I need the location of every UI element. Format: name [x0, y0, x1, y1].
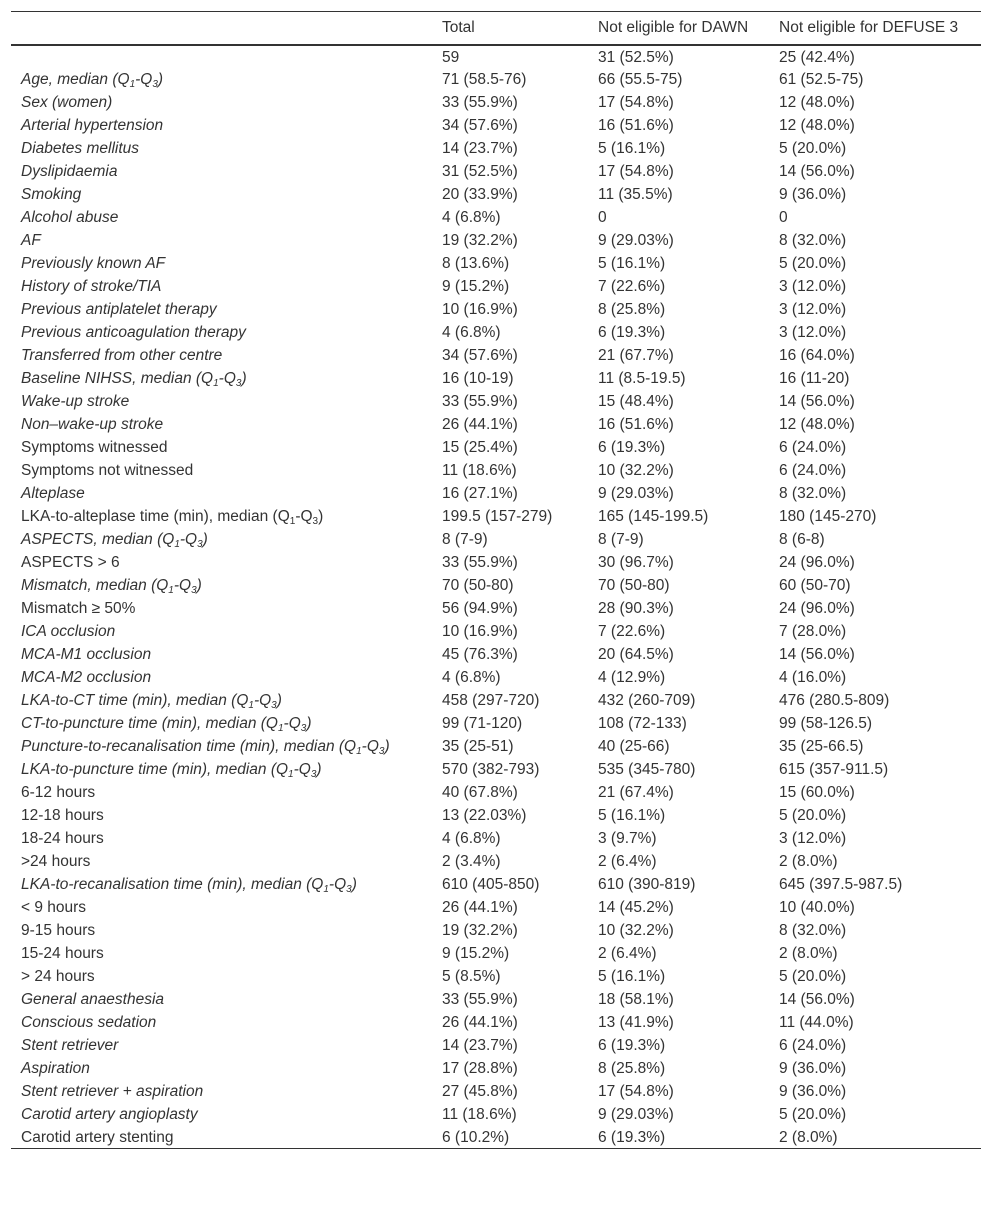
- dawn-cell: 15 (48.4%): [598, 392, 674, 410]
- table-body: [11, 45, 981, 1149]
- row-label-cell: 18-24 hours: [21, 829, 104, 847]
- dawn-cell: 11 (35.5%): [598, 185, 673, 203]
- defuse-cell: 6 (24.0%): [779, 438, 847, 456]
- table-row: [11, 1011, 981, 1034]
- table-row: [11, 91, 981, 114]
- dawn-cell: 10 (32.2%): [598, 461, 674, 479]
- dawn-cell: 16 (51.6%): [598, 116, 674, 134]
- table-row: [11, 114, 981, 137]
- row-label-cell: Puncture-to-recanalisation time (min), median $(Q_1-Q_3)$: [21, 737, 390, 757]
- defuse-cell: 9 (36.0%): [779, 185, 847, 203]
- table-row: [11, 850, 981, 873]
- dawn-cell: 31 (52.5%): [598, 48, 674, 66]
- total-cell: 33 (55.9%): [442, 553, 518, 571]
- row-label-cell: > 24 hours: [21, 967, 95, 985]
- defuse-cell: 180 (145-270): [779, 507, 877, 525]
- header-cell-dawn: Not eligible for DAWN: [588, 12, 769, 45]
- total-cell: 33 (55.9%): [442, 990, 518, 1008]
- table-row: [11, 827, 981, 850]
- dawn-cell: 5 (16.1%): [598, 806, 666, 824]
- dawn-cell: 2 (6.4%): [598, 852, 657, 870]
- dawn-cell: 6 (19.3%): [588, 1126, 769, 1149]
- dawn-cell: 13 (41.9%): [598, 1013, 674, 1031]
- dawn-cell: 21 (67.4%): [598, 783, 674, 801]
- header-cell-defuse: Not eligible for DEFUSE 3: [769, 12, 981, 45]
- total-cell: 26 (44.1%): [442, 415, 518, 433]
- total-cell: 2 (3.4%): [442, 852, 501, 870]
- total-cell: 199.5 (157-279): [442, 507, 553, 525]
- defuse-cell: 615 (357-911.5): [779, 760, 889, 778]
- table-row: [11, 597, 981, 620]
- defuse-cell: 3 (12.0%): [779, 323, 847, 341]
- table-row: [11, 275, 981, 298]
- total-cell: 6 (10.2%): [432, 1126, 588, 1149]
- total-cell: 70 (50-80): [442, 576, 514, 594]
- row-label-cell: Arterial hypertension: [21, 116, 164, 134]
- row-label-cell: Aspiration: [21, 1059, 90, 1077]
- data-table: [11, 11, 981, 1149]
- dawn-cell: 40 (25-66): [598, 737, 670, 755]
- defuse-cell: 476 (280.5-809): [779, 691, 890, 709]
- table-row: [11, 505, 981, 528]
- table-row: [11, 321, 981, 344]
- defuse-cell: 8 (6-8): [779, 530, 825, 548]
- defuse-cell: 5 (20.0%): [779, 967, 847, 985]
- table-row: [11, 298, 981, 321]
- dawn-cell: 2 (6.4%): [598, 944, 657, 962]
- defuse-cell: 35 (25-66.5): [779, 737, 864, 755]
- dawn-cell: 16 (51.6%): [598, 415, 674, 433]
- defuse-cell: 9 (36.0%): [779, 1082, 847, 1100]
- row-label-cell: Previous antiplatelet therapy: [21, 300, 217, 318]
- table-row: [11, 919, 981, 942]
- dawn-cell: 108 (72-133): [598, 714, 687, 732]
- dawn-cell: 18 (58.1%): [598, 990, 674, 1008]
- defuse-cell: 5 (20.0%): [779, 1105, 847, 1123]
- dawn-cell: 6 (19.3%): [598, 438, 666, 456]
- row-label-cell: LKA-to-alteplase time (min), median $(Q_1-Q_3)$: [21, 507, 324, 527]
- total-cell: 458 (297-720): [442, 691, 540, 709]
- total-cell: 610 (405-850): [442, 875, 540, 893]
- row-label-cell: Dyslipidaemia: [21, 162, 118, 180]
- defuse-cell: 25 (42.4%): [779, 48, 855, 66]
- defuse-cell: 6 (24.0%): [779, 1036, 847, 1054]
- row-label-cell: Sex (women): [21, 93, 113, 111]
- table-row: [11, 1126, 981, 1149]
- defuse-cell: 11 (44.0%): [779, 1013, 854, 1031]
- dawn-cell: 21 (67.7%): [598, 346, 674, 364]
- defuse-cell: 24 (96.0%): [779, 599, 855, 617]
- table-row: [11, 413, 981, 436]
- table-row: [11, 988, 981, 1011]
- dawn-cell: 70 (50-80): [598, 576, 670, 594]
- data-table-container: [11, 11, 981, 1149]
- dawn-cell: 17 (54.8%): [598, 1082, 674, 1100]
- dawn-cell: 5 (16.1%): [598, 139, 666, 157]
- defuse-cell: 7 (28.0%): [779, 622, 847, 640]
- dawn-cell: 6 (19.3%): [598, 323, 666, 341]
- table-row: [11, 482, 981, 505]
- table-header-row: [11, 12, 981, 45]
- total-cell: 34 (57.6%): [442, 346, 518, 364]
- dawn-cell: 6 (19.3%): [598, 1036, 666, 1054]
- total-cell: 4 (6.8%): [442, 829, 501, 847]
- row-label-cell: Alcohol abuse: [21, 208, 119, 226]
- row-label-cell: AF: [21, 231, 41, 249]
- table-row: [11, 804, 981, 827]
- table-row: [11, 758, 981, 781]
- total-cell: 45 (76.3%): [442, 645, 518, 663]
- row-label-cell: < 9 hours: [21, 898, 87, 916]
- dawn-cell: 610 (390-819): [598, 875, 696, 893]
- defuse-cell: 5 (20.0%): [779, 139, 847, 157]
- dawn-cell: 20 (64.5%): [598, 645, 674, 663]
- header-cell-total: Total: [432, 12, 588, 45]
- total-cell: 27 (45.8%): [442, 1082, 518, 1100]
- row-label-cell: MCA-M2 occlusion: [21, 668, 152, 686]
- defuse-cell: 8 (32.0%): [779, 921, 847, 939]
- row-label-cell: ICA occlusion: [21, 622, 116, 640]
- defuse-cell: 61 (52.5-75): [779, 70, 864, 88]
- total-cell: 71 (58.5-76): [442, 70, 527, 88]
- row-label-cell: ASPECTS, median $(Q_1-Q_3)$: [21, 530, 208, 550]
- total-cell: 14 (23.7%): [442, 1036, 518, 1054]
- defuse-cell: 16 (11-20): [779, 369, 850, 387]
- dawn-cell: 28 (90.3%): [598, 599, 674, 617]
- total-cell: 20 (33.9%): [442, 185, 518, 203]
- total-cell: 9 (15.2%): [442, 944, 510, 962]
- row-label-cell: Baseline NIHSS, median $(Q_1-Q_3)$: [21, 369, 247, 389]
- row-label-cell: LKA-to-CT time (min), median $(Q_1-Q_3)$: [21, 691, 282, 711]
- row-label-cell: Smoking: [21, 185, 82, 203]
- row-label-cell: CT-to-puncture time (min), median $(Q_1-Q_3)$: [21, 714, 312, 734]
- defuse-cell: 9 (36.0%): [779, 1059, 847, 1077]
- table-row: [11, 137, 981, 160]
- dawn-cell: 4 (12.9%): [598, 668, 666, 686]
- row-label-cell: 9-15 hours: [21, 921, 96, 939]
- defuse-cell: 3 (12.0%): [779, 829, 847, 847]
- total-cell: 15 (25.4%): [442, 438, 518, 456]
- table-row: [11, 1057, 981, 1080]
- total-cell: 17 (28.8%): [442, 1059, 518, 1077]
- row-label-cell: >24 hours: [21, 852, 91, 870]
- row-label-cell: [11, 45, 432, 68]
- defuse-cell: 60 (50-70): [779, 576, 851, 594]
- defuse-cell: 14 (56.0%): [779, 162, 855, 180]
- table-row: [11, 1080, 981, 1103]
- row-label-cell: Mismatch ≥ 50%: [21, 599, 136, 617]
- table-row: [11, 551, 981, 574]
- row-label-cell: Carotid artery stenting: [11, 1126, 432, 1149]
- table-row: [11, 436, 981, 459]
- row-label-cell: Alteplase: [21, 484, 85, 502]
- defuse-cell: 2 (8.0%): [769, 1126, 981, 1149]
- total-cell: 10 (16.9%): [442, 622, 518, 640]
- row-label-cell: Symptoms not witnessed: [21, 461, 194, 479]
- row-label-cell: Stent retriever: [21, 1036, 119, 1054]
- dawn-cell: 432 (260-709): [598, 691, 696, 709]
- row-label-cell: General anaesthesia: [21, 990, 165, 1008]
- dawn-cell: 3 (9.7%): [598, 829, 657, 847]
- row-label-cell: Previously known AF: [21, 254, 166, 272]
- total-cell: 13 (22.03%): [442, 806, 527, 824]
- total-cell: 4 (6.8%): [442, 668, 501, 686]
- defuse-cell: 5 (20.0%): [779, 806, 847, 824]
- table-row: [11, 45, 981, 68]
- dawn-cell: 5 (16.1%): [598, 967, 666, 985]
- row-label-cell: 12-18 hours: [21, 806, 104, 824]
- total-cell: 34 (57.6%): [442, 116, 518, 134]
- total-cell: 570 (382-793): [442, 760, 540, 778]
- total-cell: 19 (32.2%): [442, 231, 518, 249]
- total-cell: 10 (16.9%): [442, 300, 518, 318]
- dawn-cell: 9 (29.03%): [598, 1105, 674, 1123]
- row-label-cell: 6-12 hours: [21, 783, 96, 801]
- table-row: [11, 367, 981, 390]
- defuse-cell: 6 (24.0%): [779, 461, 847, 479]
- table-row: [11, 344, 981, 367]
- dawn-cell: 8 (25.8%): [598, 300, 666, 318]
- table-row: [11, 160, 981, 183]
- row-label-cell: Diabetes mellitus: [21, 139, 140, 157]
- total-cell: 33 (55.9%): [442, 93, 518, 111]
- table-row: [11, 735, 981, 758]
- row-label-cell: Previous anticoagulation therapy: [21, 323, 246, 341]
- row-label-cell: MCA-M1 occlusion: [21, 645, 152, 663]
- total-cell: 56 (94.9%): [442, 599, 518, 617]
- table-row: [11, 390, 981, 413]
- defuse-cell: 3 (12.0%): [779, 277, 847, 295]
- header-cell-label: [11, 12, 432, 45]
- defuse-cell: 12 (48.0%): [779, 93, 855, 111]
- dawn-cell: 0: [598, 208, 607, 226]
- total-cell: 4 (6.8%): [442, 323, 501, 341]
- row-label-cell: Carotid artery angioplasty: [21, 1105, 198, 1123]
- defuse-cell: 12 (48.0%): [779, 415, 855, 433]
- table-row: [11, 229, 981, 252]
- defuse-cell: 4 (16.0%): [779, 668, 847, 686]
- defuse-cell: 12 (48.0%): [779, 116, 855, 134]
- total-cell: 4 (6.8%): [442, 208, 501, 226]
- total-cell: 11 (18.6%): [442, 1105, 517, 1123]
- row-label-cell: Mismatch, median $(Q_1-Q_3)$: [21, 576, 202, 596]
- total-cell: 9 (15.2%): [442, 277, 510, 295]
- table-row: [11, 942, 981, 965]
- row-label-cell: LKA-to-recanalisation time (min), median $(Q_1-Q_3)$: [21, 875, 357, 895]
- total-cell: 40 (67.8%): [442, 783, 518, 801]
- row-label-cell: Age, median $(Q_1-Q_3)$: [21, 70, 164, 90]
- table-row: [11, 620, 981, 643]
- defuse-cell: 14 (56.0%): [779, 392, 855, 410]
- row-label-cell: LKA-to-puncture time (min), median $(Q_1-Q_3)$: [21, 760, 322, 780]
- dawn-cell: 5 (16.1%): [598, 254, 666, 272]
- table-row: [11, 574, 981, 597]
- total-cell: 35 (25-51): [442, 737, 514, 755]
- table-row: [11, 68, 981, 91]
- total-cell: 26 (44.1%): [442, 1013, 518, 1031]
- defuse-cell: 16 (64.0%): [779, 346, 855, 364]
- defuse-cell: 2 (8.0%): [779, 852, 838, 870]
- table-row: [11, 183, 981, 206]
- defuse-cell: 5 (20.0%): [779, 254, 847, 272]
- defuse-cell: 99 (58-126.5): [779, 714, 873, 732]
- table-row: [11, 252, 981, 275]
- dawn-cell: 8 (7-9): [598, 530, 644, 548]
- defuse-cell: 8 (32.0%): [779, 231, 847, 249]
- row-label-cell: Transferred from other centre: [21, 346, 223, 364]
- total-cell: 16 (27.1%): [442, 484, 518, 502]
- defuse-cell: 0: [779, 208, 788, 226]
- dawn-cell: 66 (55.5-75): [598, 70, 683, 88]
- table-row: [11, 643, 981, 666]
- table-row: [11, 1034, 981, 1057]
- defuse-cell: 14 (56.0%): [779, 990, 855, 1008]
- total-cell: 31 (52.5%): [442, 162, 518, 180]
- table-row: [11, 873, 981, 896]
- dawn-cell: 10 (32.2%): [598, 921, 674, 939]
- dawn-cell: 17 (54.8%): [598, 162, 674, 180]
- row-label-cell: Symptoms witnessed: [21, 438, 168, 456]
- row-label-cell: ASPECTS > 6: [21, 553, 120, 571]
- total-cell: 8 (13.6%): [442, 254, 510, 272]
- table-row: [11, 206, 981, 229]
- dawn-cell: 11 (8.5-19.5): [598, 369, 686, 387]
- defuse-cell: 645 (397.5-987.5): [779, 875, 903, 893]
- total-cell: 8 (7-9): [442, 530, 488, 548]
- dawn-cell: 8 (25.8%): [598, 1059, 666, 1077]
- dawn-cell: 165 (145-199.5): [598, 507, 709, 525]
- table-row: [11, 712, 981, 735]
- dawn-cell: 7 (22.6%): [598, 622, 666, 640]
- row-label-cell: 15-24 hours: [21, 944, 104, 962]
- table-row: [11, 1103, 981, 1126]
- total-cell: 14 (23.7%): [442, 139, 518, 157]
- defuse-cell: 10 (40.0%): [779, 898, 855, 916]
- defuse-cell: 3 (12.0%): [779, 300, 847, 318]
- dawn-cell: 7 (22.6%): [598, 277, 666, 295]
- row-label-cell: Non–wake-up stroke: [21, 415, 164, 433]
- defuse-cell: 8 (32.0%): [779, 484, 847, 502]
- dawn-cell: 9 (29.03%): [598, 231, 674, 249]
- total-cell: 16 (10-19): [442, 369, 514, 387]
- defuse-cell: 24 (96.0%): [779, 553, 855, 571]
- defuse-cell: 14 (56.0%): [779, 645, 855, 663]
- defuse-cell: 15 (60.0%): [779, 783, 855, 801]
- total-cell: 19 (32.2%): [442, 921, 518, 939]
- dawn-cell: 535 (345-780): [598, 760, 696, 778]
- table-row: [11, 965, 981, 988]
- dawn-cell: 9 (29.03%): [598, 484, 674, 502]
- total-cell: 99 (71-120): [442, 714, 523, 732]
- table-row: [11, 781, 981, 804]
- row-label-cell: History of stroke/TIA: [21, 277, 162, 295]
- table-row: [11, 689, 981, 712]
- dawn-cell: 17 (54.8%): [598, 93, 674, 111]
- table-row: [11, 896, 981, 919]
- table-row: [11, 528, 981, 551]
- total-cell: 33 (55.9%): [442, 392, 518, 410]
- total-cell: 11 (18.6%): [442, 461, 517, 479]
- row-label-cell: Wake-up stroke: [21, 392, 130, 410]
- defuse-cell: 2 (8.0%): [779, 944, 838, 962]
- dawn-cell: 14 (45.2%): [598, 898, 674, 916]
- total-cell: 5 (8.5%): [442, 967, 501, 985]
- dawn-cell: 30 (96.7%): [598, 553, 674, 571]
- total-cell: 59: [442, 48, 460, 66]
- row-label-cell: Conscious sedation: [21, 1013, 157, 1031]
- total-cell: 26 (44.1%): [442, 898, 518, 916]
- table-row: [11, 459, 981, 482]
- table-row: [11, 666, 981, 689]
- row-label-cell: Stent retriever + aspiration: [21, 1082, 204, 1100]
